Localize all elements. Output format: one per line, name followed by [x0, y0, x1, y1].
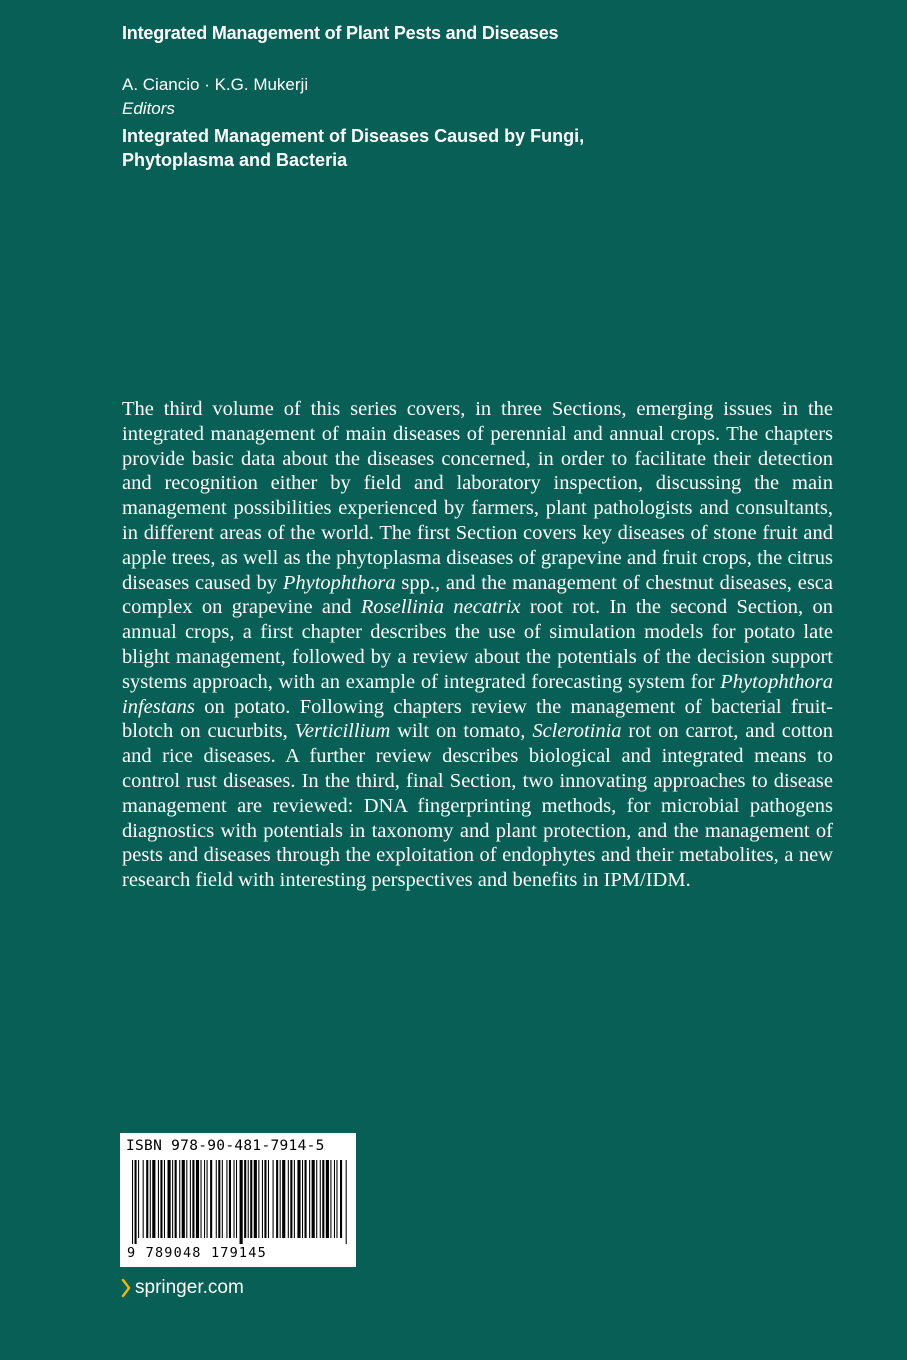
barcode-bar	[175, 1160, 177, 1238]
blurb-text-run: The third volume of this series covers, in three Sections, emerging issues in the integrated management of main diseases of perennial and annual crops. The chapters provide basic data about the diseases concerned, in order to facilitate their detection and recognition either by field and laboratory inspection, discussing the main management possibilities experienced by farmers, plant pathologists and consultants, in different areas of the world. The first Section covers key diseases of stone fruit and apple trees, as well as the phytoplasma diseases of grapevine and fruit crops, the citrus diseases caused by	[122, 398, 833, 594]
blurb-italic-term: Phytophthora	[282, 571, 396, 594]
editors-names: A. Ciancio · K.G. Mukerji	[122, 75, 309, 94]
barcode-bar	[207, 1160, 208, 1238]
blurb-paragraph	[122, 397, 833, 893]
barcode-bar	[210, 1160, 212, 1238]
barcode-bar	[164, 1160, 165, 1238]
barcode-bar	[309, 1160, 310, 1238]
barcode-bar	[143, 1160, 144, 1238]
blurb-text-run: root rot. In the second Section, on annual crops, a first chapter describes the use of simulation models for potato late blight management, followed by a review about the potentials of the decision support systems approach, with an example of integrated forecasting system for	[122, 596, 833, 693]
volume-title-line-2: Phytoplasma and Bacteria	[122, 150, 348, 170]
barcode-bar	[179, 1160, 180, 1238]
blurb-italic-term: Phytophthora infestans	[122, 670, 833, 718]
barcode-bar	[322, 1160, 324, 1238]
barcode-bar	[229, 1160, 231, 1238]
barcode-bar	[316, 1160, 317, 1238]
barcode-bar	[196, 1160, 199, 1238]
barcode-bar	[282, 1160, 285, 1238]
barcode-bar	[250, 1160, 252, 1238]
barcode-bar	[305, 1160, 307, 1238]
blurb-italic-term: Rosellinia necatrix	[360, 596, 521, 619]
barcode-bar	[152, 1160, 155, 1238]
barcode-bar	[201, 1160, 202, 1238]
barcode-bar	[280, 1160, 281, 1238]
barcode-bar	[288, 1160, 289, 1238]
series-title: Integrated Management of Plant Pests and Diseases	[122, 23, 559, 43]
barcode-bar	[168, 1160, 171, 1238]
barcode-bar	[135, 1160, 137, 1244]
barcode-bar	[320, 1160, 321, 1238]
barcode-bar	[182, 1160, 185, 1238]
blurb-text-run: on potato. Following chapters review the management of bacterial fruit-blotch on cucurbits,	[122, 695, 833, 743]
barcode-bar	[138, 1160, 139, 1238]
barcode-bar	[226, 1160, 227, 1238]
barcode-bar	[240, 1160, 243, 1244]
volume-title-line-1: Integrated Management of Diseases Caused by Fungi,	[122, 126, 585, 146]
barcode-bar	[186, 1160, 187, 1238]
barcode-bar	[264, 1160, 266, 1238]
springer-link[interactable]	[121, 1277, 244, 1299]
barcode-bar	[204, 1160, 205, 1238]
isbn-barcode	[120, 1133, 356, 1267]
barcode-bar	[160, 1160, 162, 1238]
chevron-right-icon	[121, 1278, 131, 1298]
barcode-bar	[297, 1160, 300, 1238]
barcode-bar	[254, 1160, 257, 1238]
barcode-bar	[172, 1160, 173, 1238]
barcode-bar	[234, 1160, 235, 1238]
barcode-bar	[340, 1160, 342, 1238]
blurb-text-run: spp., and the management of chestnut diseases, esca complex on grapevine and	[122, 571, 833, 619]
blurb-italic-term: Verticillium	[294, 720, 391, 743]
barcode-bar	[290, 1160, 292, 1238]
barcode-bar	[248, 1160, 249, 1238]
isbn-number: ISBN 978-90-481-7914-5	[126, 1138, 325, 1154]
barcode-bar	[216, 1160, 217, 1238]
barcode-bar	[258, 1160, 259, 1238]
barcode-bar	[146, 1160, 148, 1238]
barcode-bar	[302, 1160, 303, 1238]
barcode-bar	[244, 1160, 246, 1238]
barcode-bar	[346, 1160, 347, 1244]
blurb-italic-term: Sclerotinia	[532, 720, 622, 743]
barcode-bar	[236, 1160, 237, 1238]
barcode-bar	[132, 1160, 133, 1244]
barcode-bar	[312, 1160, 315, 1238]
editors-label: Editors	[122, 99, 175, 118]
barcode-bar	[326, 1160, 329, 1238]
blurb-text-run: rot on carrot, and cotton and rice diseases. A further review describes biological and integrated means to control rust diseases. In the third, final Section, two innovating approaches to disease management are reviewed: DNA fingerprinting methods, for microbial pathogens diagnostics with potentials in taxonomy and plant protection, and the management of pests and diseases through the exploitation of endophytes and their metabolites, a new research field with interesting perspectives and benefits in IPM/IDM.	[122, 720, 833, 892]
volume-title	[122, 124, 682, 172]
barcode-bar	[268, 1160, 269, 1238]
barcode-bar	[294, 1160, 295, 1238]
springer-link-text: springer.com	[135, 1277, 244, 1298]
barcode-bar	[334, 1160, 335, 1238]
barcode-bar	[150, 1160, 151, 1238]
blurb-text-run: wilt on tomato,	[390, 720, 533, 743]
barcode-bar	[273, 1160, 274, 1238]
barcode-bar	[158, 1160, 159, 1238]
barcode-bar	[192, 1160, 194, 1238]
barcode-bar	[222, 1160, 223, 1238]
barcode-bar	[190, 1160, 191, 1238]
barcode-bar	[276, 1160, 278, 1238]
barcode-bar	[336, 1160, 337, 1238]
barcode-digits: 9 789048 179145	[127, 1245, 267, 1261]
barcode-bar	[262, 1160, 263, 1238]
barcode-bar	[330, 1160, 331, 1238]
barcode-bar	[218, 1160, 220, 1238]
